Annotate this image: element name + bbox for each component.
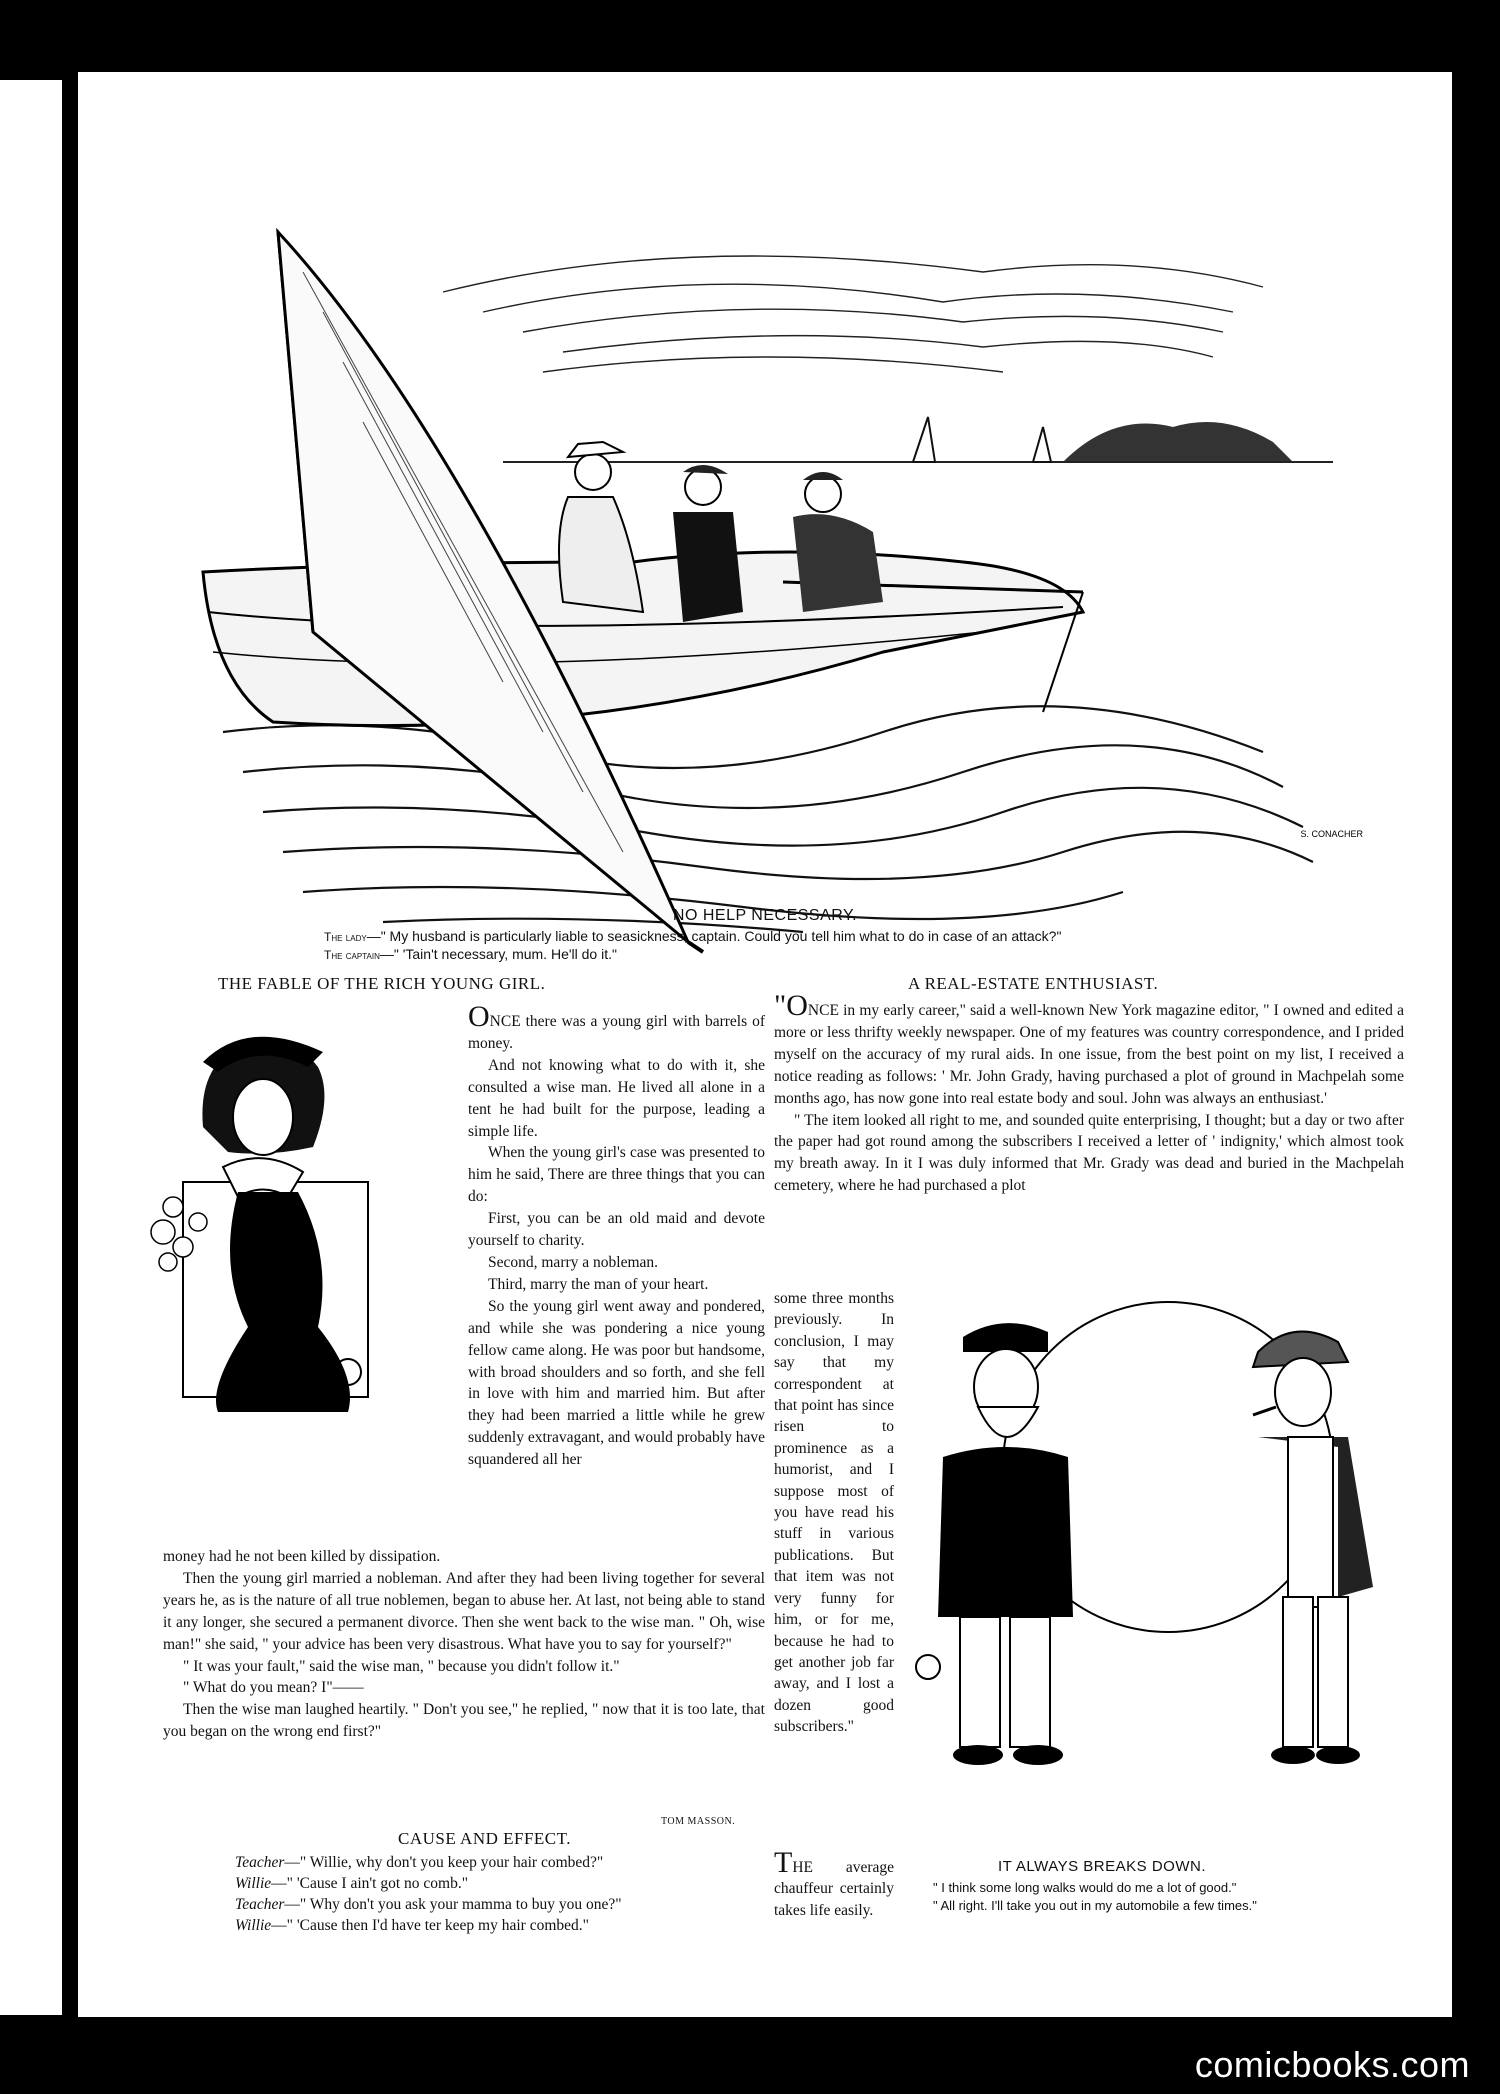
cause-line-3 <box>235 1894 775 1915</box>
cause-line-4-text: —" 'Cause then I'd have ter keep my hair combed." <box>271 1917 589 1934</box>
fable-para-7: So the young girl went away and pondered, and while she was pondering a nice young fellow came along. He was poor but handsome, with broad shoulders and so forth, and she fell in love with him and married him. But after they had been married a little while he grew suddenly extravagant, and would probably have squandered all her <box>468 1297 765 1469</box>
chauffeur-text <box>774 1846 894 1921</box>
realestate-para-1 <box>774 989 1404 1110</box>
fable-para-7-end: money had he not been killed by dissipation. <box>163 1548 441 1565</box>
fable-para-10: " What do you mean? I"—— <box>183 1679 364 1697</box>
chauffeur-note <box>774 1846 894 1921</box>
breaks-heading: IT ALWAYS BREAKS DOWN. <box>998 1858 1206 1875</box>
realestate-drop-cap: "O <box>774 989 808 1022</box>
caption-lady-line <box>324 928 1061 944</box>
adjacent-page-edge <box>0 80 62 2015</box>
fable-para-8: Then the young girl married a nobleman. And after they had been living together for several years he, as is the nature of all true noblemen, began to abuse her. At last, not being able to stand it any longer, she secured a permanent divorce. Then she went back to the wise man. " Oh, wise man!" she said, " your advice has been very disastrous. What have you to say for yourself?" <box>163 1569 765 1653</box>
cause-line-2 <box>235 1873 775 1894</box>
fable-para-6: Third, marry the man of your heart. <box>488 1275 709 1293</box>
caption-captain-line <box>324 946 617 962</box>
captain-label: The captain <box>324 948 380 962</box>
breaks-dialogue <box>933 1879 1393 1915</box>
fable-para-9: " It was your fault," said the wise man, " because you didn't follow it." <box>183 1657 620 1675</box>
speaker-teacher: Teacher <box>235 1854 285 1871</box>
illustration-title: NO HELP NECESSARY. <box>672 907 858 924</box>
fable-author: TOM MASSON. <box>661 1816 736 1827</box>
fable-para-2: And not knowing what to do with it, she consulted a wise man. He lived all alone in a tent he had built for the purpose, leading a simple life. <box>468 1056 765 1140</box>
cause-line-3-text: —" Why don't you ask your mamma to buy you one?" <box>284 1896 622 1913</box>
fable-drop-cap: O <box>468 1000 490 1033</box>
realestate-para-2-cont: some three months previously. In conclusion, I may say that my correspondent at that point has since risen to prominence as a humorist, and I suppose most of you have read his stuff in various publications. But that item was not very funny for him, or for me, because he had to get another job far away, and I lost a dozen good subscribers." <box>774 1290 894 1736</box>
captain-quote: —" 'Tain't necessary, mum. He'll do it." <box>379 946 617 962</box>
realestate-heading: A REAL-ESTATE ENTHUSIAST. <box>908 974 1159 993</box>
realestate-para-1-text: NCE in my early career," said a well-known New York magazine editor, " I owned and edited a more or less thrifty weekly newspaper. One of my features was country correspondence, and I prided myself on the accuracy of my rural aids. In one issue, from the best point on my list, I received a notice reading as follows: ' Mr. John Grady, having purchased a plot of ground in Machpelah some months ago, has now gone into real estate body and soul. John was always an enthusiast.' <box>774 1002 1404 1107</box>
cause-line-1 <box>235 1852 775 1873</box>
artist-signature: S. CONACHER <box>1300 829 1363 839</box>
fable-para-5: Second, marry a nobleman. <box>488 1253 659 1271</box>
chauffeur-drop-cap: T <box>774 1846 793 1879</box>
speaker-willie: Willie <box>235 1875 272 1892</box>
fable-para-1-text: NCE there was a young girl with barrels of money. <box>468 1013 765 1052</box>
realestate-text-narrow <box>774 1288 894 1738</box>
breaks-line-2: " All right. I'll take you out in my automobile a few times." <box>933 1898 1257 1913</box>
cause-line-1-text: —" Willie, why don't you keep your hair combed?" <box>284 1854 604 1871</box>
sailboat-illustration <box>183 212 1418 977</box>
cause-heading: CAUSE AND EFFECT. <box>398 1829 572 1848</box>
fable-text-narrow <box>468 1000 765 1471</box>
realestate-text-wide <box>774 989 1404 1197</box>
cause-line-2-text: —" 'Cause I ain't got no comb." <box>271 1875 469 1892</box>
breaks-line-1: " I think some long walks would do me a lot of good." <box>933 1880 1237 1895</box>
realestate-para-2: " The item looked all right to me, and sounded quite enterprising, I thought; but a day or two after the paper had got round among the subscribers I received a letter of ' indignity,' which almost took my breath away. In it I was duly informed that Mr. Grady was dead and buried in the Machpelah cemetery, where he had purchased a plot <box>774 1111 1404 1195</box>
fable-heading: THE FABLE OF THE RICH YOUNG GIRL. <box>218 974 546 993</box>
rich-young-girl-illustration <box>148 1007 408 1417</box>
fable-para-1 <box>468 1000 765 1055</box>
speaker-willie: Willie <box>235 1917 272 1934</box>
cause-dialogue <box>235 1852 775 1936</box>
fable-para-4: First, you can be an old maid and devote yourself to charity. <box>468 1210 765 1250</box>
speaker-teacher: Teacher <box>235 1896 285 1913</box>
fable-text-wide <box>163 1546 765 1743</box>
cause-line-4 <box>235 1915 775 1936</box>
chauffeur-body: HE average chauffeur certainly takes life easily. <box>774 1859 894 1919</box>
watermark: comicbooks.com <box>1194 2044 1470 2085</box>
captain-and-gent-illustration <box>898 1297 1438 1817</box>
fable-para-11: Then the wise man laughed heartily. " Don't you see," he replied, " now that it is too late, that you began on the wrong end first?" <box>163 1701 765 1741</box>
lady-label: The lady <box>324 930 367 944</box>
magazine-page <box>78 72 1452 2017</box>
lady-quote: —" My husband is particularly liable to seasickness, captain. Could you tell him what to do in case of an attack?" <box>366 928 1062 944</box>
fable-para-3: When the young girl's case was presented to him he said, There are three things that you can do: <box>468 1144 765 1206</box>
